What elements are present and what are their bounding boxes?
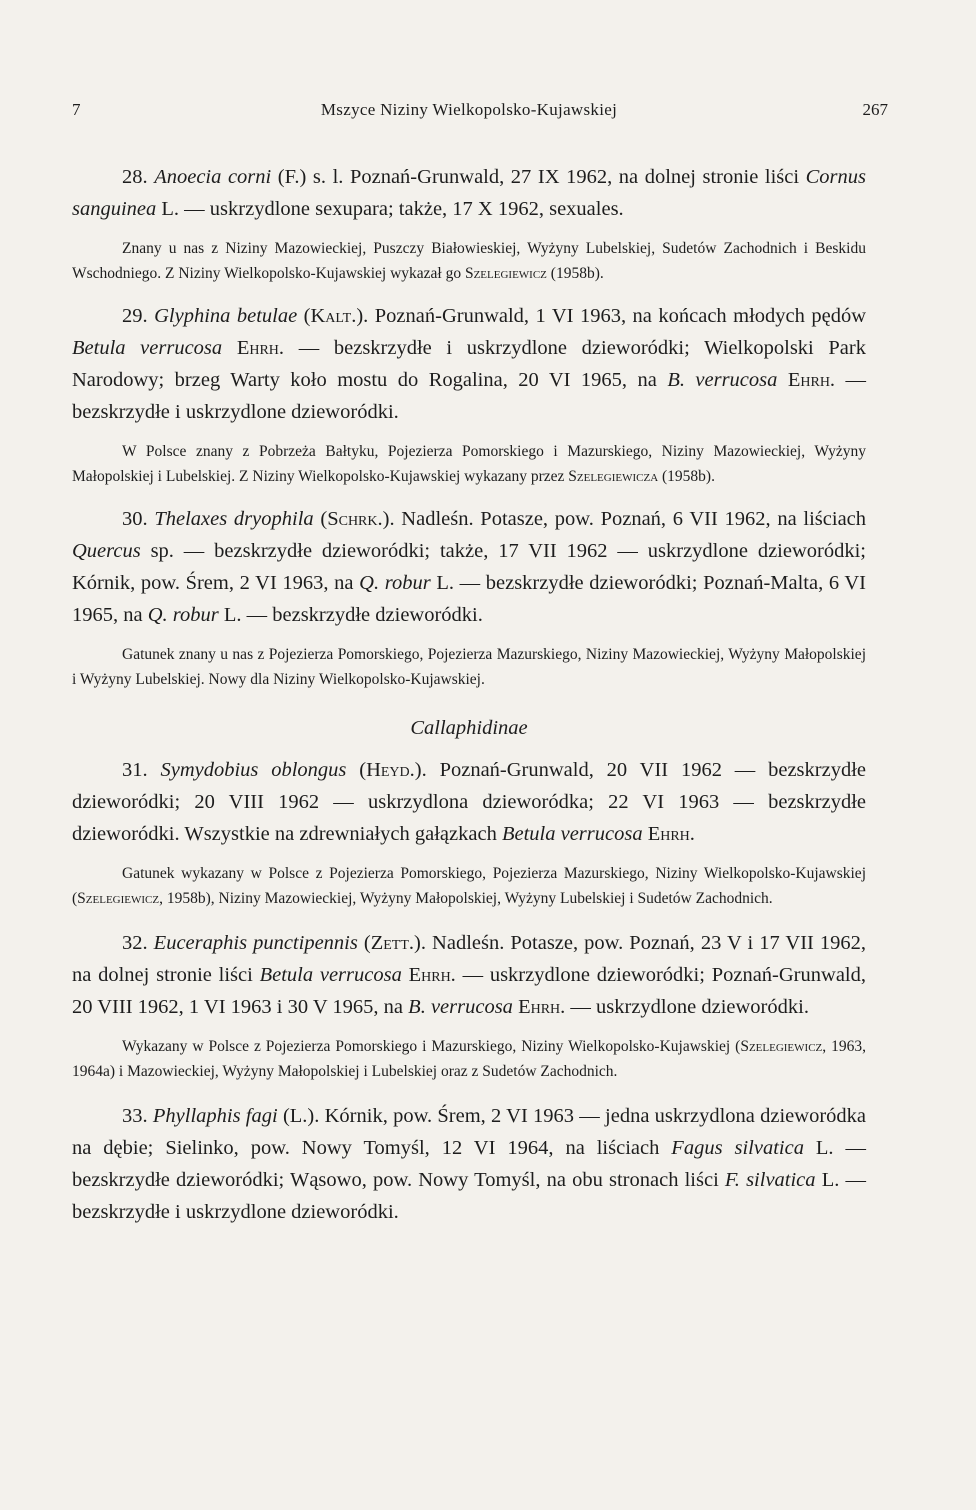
species-entry-29: 29. Glyphina betulae (Kalt.). Poznań-Grunwald, 1 VI 1963, na końcach młodych pędów Betula verrucosa Ehrh. — bezskrzydłe i uskrzydlone dzieworódki; Wielkopolski Park Narodowy; brzeg Warty koło mostu do Rogalina, 20 VI 1965, na B. verrucosa Ehrh. — bezskrzydłe i uskrzydlone dzieworódki. <box>72 305 867 423</box>
distribution-note-29: W Polsce znany z Pobrzeża Bałtyku, Pojezierza Pomorskiego i Mazurskiego, Niziny Mazowieckiej, Wyżyny Małopolskiej i Lubelskiej. Z Niziny Wielkopolsko-Kujawskiej wykazany przez Szelegiewicza (1958b). <box>72 443 866 485</box>
document-page <box>0 100 976 1510</box>
species-entry-32: 32. Euceraphis punctipennis (Zett.). Nadleśn. Potasze, pow. Poznań, 23 V i 17 VII 1962, na dolnej stronie liści Betula verrucosa Ehrh. — uskrzydlone dzieworódki; Poznań-Grunwald, 20 VIII 1962, 1 VI 1963 i 30 V 1965, na B. verrucosa Ehrh. — uskrzydlone dzieworódki. <box>72 932 867 1018</box>
distribution-note-31: Gatunek wykazany w Polsce z Pojezierza Pomorskiego, Pojezierza Mazurskiego, Niziny Wielkopolsko-Kujawskiej (Szelegiewicz, 1958b), Niziny Mazowieckiej, Wyżyny Małopolskiej, Wyżyny Lubelskiej i Sudetów Zachodnich. <box>72 865 866 907</box>
subfamily-heading: Callaphidinae <box>410 717 528 739</box>
distribution-note-30: Gatunek znany u nas z Pojezierza Pomorskiego, Pojezierza Mazurskiego, Niziny Mazowieckiej, Wyżyny Małopolskiej i Wyżyny Lubelskiej. Nowy dla Niziny Wielkopolsko-Kujawskiej. <box>72 646 866 688</box>
species-entry-31: 31. Symydobius oblongus (Heyd.). Poznań-Grunwald, 20 VII 1962 — bezskrzydłe dzieworódki; 20 VIII 1962 — uskrzydlona dzieworódka; 22 VI 1963 — bezskrzydłe dzieworódki. Wszystkie na zdrewniałych gałązkach Betula verrucosa Ehrh. <box>72 759 867 845</box>
document-body <box>72 161 866 1228</box>
species-entry-33: 33. Phyllaphis fagi (L.). Kórnik, pow. Śrem, 2 VI 1963 — jedna uskrzydlona dzieworódka na dębie; Sielinko, pow. Nowy Tomyśl, 12 VI 1964, na liściach Fagus silvatica L. — bezskrzydłe dzieworódki; Wąsowo, pow. Nowy Tomyśl, na obu stronach liści F. silvatica L. — bezskrzydłe i uskrzydlone dzieworódki. <box>72 1105 866 1223</box>
species-entry-30: 30. Thelaxes dryophila (Schrk.). Nadleśn. Potasze, pow. Poznań, 6 VII 1962, na liściach Quercus sp. — bezskrzydłe dzieworódki; także, 17 VII 1962 — uskrzydlone dzieworódki; Kórnik, pow. Śrem, 2 VI 1963, na Q. robur L. — bezskrzydłe dzieworódki; Poznań-Malta, 6 VI 1965, na Q. robur L. — bezskrzydłe dzieworódki. <box>72 508 867 626</box>
page-number: 267 <box>862 100 888 119</box>
running-header <box>72 100 888 130</box>
running-title: Mszyce Niziny Wielkopolsko-Kujawskiej <box>320 100 618 119</box>
distribution-note-28: Znany u nas z Niziny Mazowieckiej, Puszczy Białowieskiej, Wyżyny Lubelskiej, Sudetów Zachodnich i Beskidu Wschodniego. Z Niziny Wielkopolsko-Kujawskiej wykazał go Szelegiewicz (1958b). <box>72 240 866 282</box>
distribution-note-32: Wykazany w Polsce z Pojezierza Pomorskiego i Mazurskiego, Niziny Wielkopolsko-Kujawskiej (Szelegiewicz, 1963, 1964a) i Mazowieckiej, Wyżyny Małopolskiej i Lubelskiej oraz z Sudetów Zachodnich. <box>72 1038 866 1080</box>
chapter-number: 7 <box>72 100 81 119</box>
species-entry-28: 28. Anoecia corni (F.) s. l. Poznań-Grunwald, 27 IX 1962, na dolnej stronie liści Cornus sanguinea L. — uskrzydlone sexupara; także, 17 X 1962, sexuales. <box>72 166 866 220</box>
